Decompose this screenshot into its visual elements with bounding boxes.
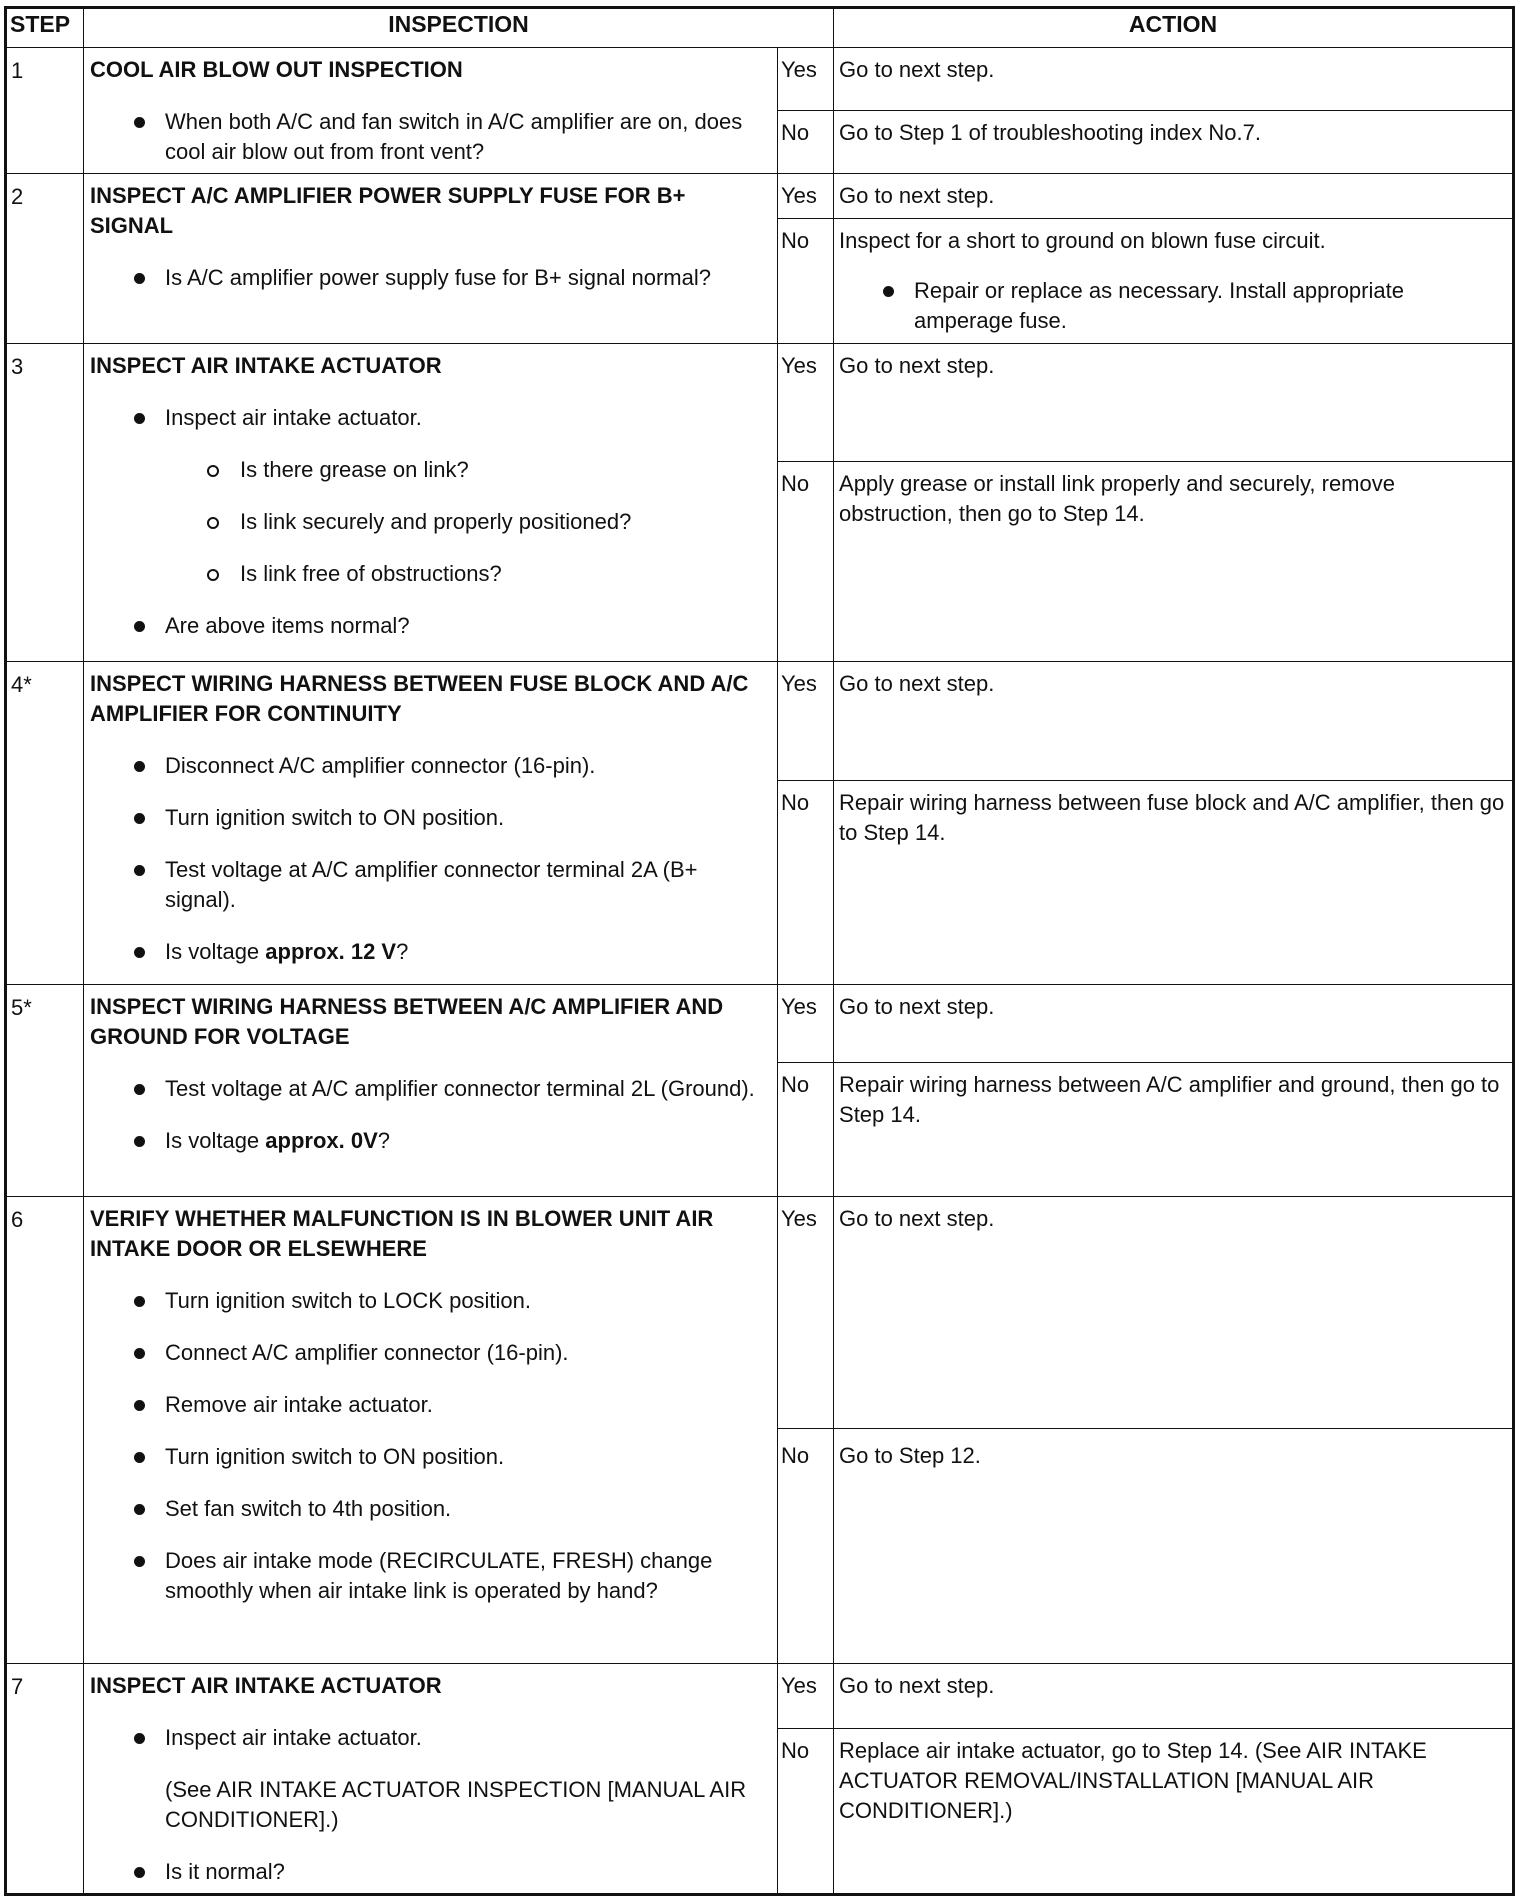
bullet-text: Does air intake mode (RECIRCULATE, FRESH) change smoothly when air intake link is operated by hand?	[165, 1548, 713, 1603]
bullet-text: Is voltage	[165, 1128, 266, 1153]
step-7-yes-row	[6, 1664, 1514, 1729]
bullet-dot-icon	[134, 865, 145, 876]
bullet-dot-icon	[134, 273, 145, 284]
bullet-item	[90, 1074, 771, 1104]
yes-action: Go to next step.	[834, 174, 1514, 219]
yes-label: Yes	[778, 174, 834, 219]
no-action	[834, 219, 1514, 344]
no-action: Repair wiring harness between A/C amplifier and ground, then go to Step 14.	[834, 1063, 1514, 1197]
yes-action: Go to next step.	[834, 662, 1514, 781]
bullet-text: Repair or replace as necessary. Install appropriate amperage fuse.	[914, 278, 1404, 333]
bullet-item	[90, 1442, 771, 1472]
step-3-inspection	[84, 344, 778, 662]
no-action: Go to Step 12.	[834, 1429, 1514, 1664]
bullet-item	[90, 751, 771, 781]
bullet-text: Connect A/C amplifier connector (16-pin).	[165, 1340, 569, 1365]
yes-label: Yes	[778, 985, 834, 1063]
step-number: 1	[6, 48, 84, 174]
bullet-text: Disconnect A/C amplifier connector (16-pin).	[165, 753, 596, 778]
sub-bullet-item	[90, 559, 771, 589]
bullet-dot-icon	[134, 1400, 145, 1411]
sub-bullet-item	[90, 455, 771, 485]
bullet-item	[90, 263, 771, 293]
header-inspection: INSPECTION	[84, 8, 834, 48]
no-label: No	[778, 111, 834, 174]
bullet-dot-icon	[134, 1504, 145, 1515]
step-title: INSPECT AIR INTAKE ACTUATOR	[90, 1673, 442, 1698]
step-2-inspection	[84, 174, 778, 344]
bullet-item	[90, 611, 771, 641]
bullet-dot-icon	[134, 1556, 145, 1567]
bullet-item	[90, 107, 771, 167]
step-1-yes-row	[6, 48, 1514, 111]
sub-bullet-item	[90, 507, 771, 537]
bullet-text: Is it normal?	[165, 1859, 285, 1884]
step-title: VERIFY WHETHER MALFUNCTION IS IN BLOWER UNIT AIR INTAKE DOOR OR ELSEWHERE	[90, 1206, 714, 1261]
bullet-dot-icon	[134, 1136, 145, 1147]
troubleshooting-sheet	[4, 6, 1512, 1896]
step-7-inspection	[84, 1664, 778, 1895]
action-bullet-item	[839, 276, 1507, 336]
step-number: 2	[6, 174, 84, 344]
yes-action: Go to next step.	[834, 985, 1514, 1063]
bullet-dot-icon	[134, 813, 145, 824]
no-action-text: Inspect for a short to ground on blown fuse circuit.	[839, 228, 1326, 253]
bullet-text: Is A/C amplifier power supply fuse for B+ signal normal?	[165, 265, 711, 290]
header-action: ACTION	[834, 8, 1514, 48]
header-row	[6, 8, 1514, 48]
circle-bullet-icon	[207, 517, 219, 529]
reference-note: (See AIR INTAKE ACTUATOR INSPECTION [MANUAL AIR CONDITIONER].)	[165, 1777, 747, 1832]
bullet-dot-icon	[134, 413, 145, 424]
bullet-item	[90, 855, 771, 915]
no-action: Replace air intake actuator, go to Step 14. (See AIR INTAKE ACTUATOR REMOVAL/INSTALLATION [MANUAL AIR CONDITIONER].)	[834, 1728, 1514, 1895]
bullet-dot-icon	[134, 761, 145, 772]
bullet-item	[90, 1546, 771, 1606]
yes-label: Yes	[778, 1664, 834, 1729]
step-6-inspection	[84, 1197, 778, 1664]
troubleshooting-table	[4, 6, 1515, 1896]
bullet-item	[90, 1857, 771, 1887]
bullet-dot-icon	[134, 1084, 145, 1095]
bullet-item	[90, 1723, 771, 1753]
bullet-dot-icon	[134, 947, 145, 958]
step-3-yes-row	[6, 344, 1514, 462]
bullet-dot-icon	[134, 1867, 145, 1878]
no-label: No	[778, 219, 834, 344]
no-label: No	[778, 462, 834, 662]
bullet-item	[90, 1494, 771, 1524]
bullet-dot-icon	[134, 1452, 145, 1463]
step-2-yes-row	[6, 174, 1514, 219]
step-title: INSPECT AIR INTAKE ACTUATOR	[90, 353, 442, 378]
no-action: Apply grease or install link properly and securely, remove obstruction, then go to Step 14.	[834, 462, 1514, 662]
step-4-inspection	[84, 662, 778, 985]
step-1-inspection	[84, 48, 778, 174]
step-title: INSPECT A/C AMPLIFIER POWER SUPPLY FUSE FOR B+ SIGNAL	[90, 183, 686, 238]
bullet-item	[90, 1390, 771, 1420]
yes-action: Go to next step.	[834, 1664, 1514, 1729]
step-title: COOL AIR BLOW OUT INSPECTION	[90, 57, 463, 82]
circle-bullet-icon	[207, 465, 219, 477]
step-number: 5*	[6, 985, 84, 1197]
step-5-yes-row	[6, 985, 1514, 1063]
bullet-text: Test voltage at A/C amplifier connector terminal 2A (B+ signal).	[165, 857, 698, 912]
bullet-item	[90, 403, 771, 433]
bullet-text: Is there grease on link?	[240, 457, 469, 482]
bullet-dot-icon	[134, 1296, 145, 1307]
no-label: No	[778, 781, 834, 985]
no-action: Go to Step 1 of troubleshooting index No.7.	[834, 111, 1514, 174]
no-label: No	[778, 1429, 834, 1664]
bullet-text: Turn ignition switch to ON position.	[165, 805, 505, 830]
bullet-item	[90, 1286, 771, 1316]
no-action: Repair wiring harness between fuse block and A/C amplifier, then go to Step 14.	[834, 781, 1514, 985]
step-number: 6	[6, 1197, 84, 1664]
bullet-text: Turn ignition switch to LOCK position.	[165, 1288, 532, 1313]
header-step: STEP	[6, 8, 84, 48]
step-title: INSPECT WIRING HARNESS BETWEEN FUSE BLOCK AND A/C AMPLIFIER FOR CONTINUITY	[90, 671, 749, 726]
bullet-text: Remove air intake actuator.	[165, 1392, 433, 1417]
yes-label: Yes	[778, 662, 834, 781]
bullet-item	[90, 1338, 771, 1368]
bullet-text-suffix: ?	[377, 1128, 391, 1153]
step-5-inspection	[84, 985, 778, 1197]
bullet-bold-value: approx. 12 V	[265, 939, 397, 964]
yes-action: Go to next step.	[834, 1197, 1514, 1429]
bullet-text: Is link free of obstructions?	[240, 561, 502, 586]
bullet-item	[90, 1126, 771, 1156]
step-4-yes-row	[6, 662, 1514, 781]
step-number: 7	[6, 1664, 84, 1895]
bullet-dot-icon	[134, 621, 145, 632]
bullet-text: Inspect air intake actuator.	[165, 405, 422, 430]
bullet-text: Test voltage at A/C amplifier connector terminal 2L (Ground).	[165, 1076, 755, 1101]
bullet-text: Is link securely and properly positioned?	[240, 509, 632, 534]
step-number: 3	[6, 344, 84, 662]
yes-label: Yes	[778, 1197, 834, 1429]
step-title: INSPECT WIRING HARNESS BETWEEN A/C AMPLIFIER AND GROUND FOR VOLTAGE	[90, 994, 724, 1049]
yes-label: Yes	[778, 344, 834, 462]
bullet-dot-icon	[134, 117, 145, 128]
bullet-text: Turn ignition switch to ON position.	[165, 1444, 505, 1469]
bullet-text: When both A/C and fan switch in A/C amplifier are on, does cool air blow out from front vent?	[165, 109, 743, 164]
bullet-text: Is voltage	[165, 939, 266, 964]
yes-label: Yes	[778, 48, 834, 111]
no-label: No	[778, 1063, 834, 1197]
circle-bullet-icon	[207, 569, 219, 581]
bullet-bold-value: approx. 0V	[265, 1128, 378, 1153]
bullet-text-suffix: ?	[396, 939, 409, 964]
bullet-item	[90, 803, 771, 833]
bullet-dot-icon	[134, 1733, 145, 1744]
bullet-dot-icon	[883, 286, 894, 297]
bullet-text: Set fan switch to 4th position.	[165, 1496, 452, 1521]
bullet-dot-icon	[134, 1348, 145, 1359]
yes-action: Go to next step.	[834, 344, 1514, 462]
bullet-text: Inspect air intake actuator.	[165, 1725, 422, 1750]
step-number: 4*	[6, 662, 84, 985]
bullet-text: Are above items normal?	[165, 613, 410, 638]
no-label: No	[778, 1728, 834, 1895]
step-6-yes-row	[6, 1197, 1514, 1429]
bullet-item	[90, 937, 771, 967]
yes-action: Go to next step.	[834, 48, 1514, 111]
